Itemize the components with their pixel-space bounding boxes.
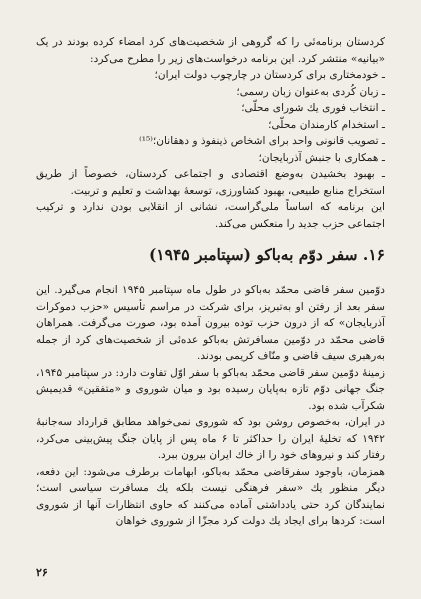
demand-item: ـ زبان کُردی به‌عنوان زبان رسمی؛ [236, 85, 385, 98]
demand-item: ـ انتخاب فوری یك شورای محلّی؛ [241, 102, 385, 114]
page-number: ۲۶ [36, 566, 48, 579]
demand-item: ـ تصویب قانونی واحد برای اشخاص ذینفوذ و دهقانان؛⁽¹⁵⁾ [139, 135, 385, 147]
demand-item: ـ خودمختاری برای کردستان در چارچوب دولت ایران؛ [154, 69, 385, 81]
section-paragraph: در ایران، به‌خصوص روشن بود که شوروی نمی‌خواهد مطابق قرارداد سه‌جانبهٔ ۱۹۴۲ که تخلیهٔ ایران را حداکثر تا ۶ ماه پس از پایان جنگ پیش‌بینی می‌کرد، رفتار کند و نیروهای خود را از خاك ایران بیرون ببرد. [36, 416, 385, 461]
section-paragraph: زمینهٔ دوّمین سفر قاضی محمّد به‌باکو با سفر اوّل تفاوت دارد: در سپتامبر ۱۹۴۵، جنگ جهانی دوّم تازه به‌پایان رسیده بود و میان شوروی و «متفقین» قدیمیش شکرآب شده بود. [36, 366, 385, 412]
demand-item: ـ بهبود بخشیدن به‌وضع اقتصادی و اجتماعی کردستان، خصوصاً از طریق استخراج منابع طبیعی، بهبود کشاورزی، توسعهٔ بهداشت و تعلیم و تربیت. [36, 168, 385, 197]
demand-item: ـ استخدام کارمندان محلّی؛ [268, 118, 385, 131]
demands-list [36, 67, 385, 199]
intro-paragraph: کردستان برنامه‌ئی را که گروهی از شخصیت‌های کرد امضاء کرده بودند در یک «بیانیه» منتشر کرد. این برنامه درخواست‌های زیر را مطرح می‌کرد: [36, 36, 385, 65]
section-heading: ۱۶. سفر دوّم به‌باکو (سپتامبر ۱۹۴۵) [148, 245, 385, 264]
closing-paragraph: این برنامه که اساساً ملی‌گراست، نشانی از انقلابی بودن ندارد و ترکیب اجتماعی حزب جدید را منعکس می‌کند. [36, 201, 385, 230]
section-paragraph: همزمان، باوجود سفرقاضی محمّد به‌باکو، ابهامات برطرف می‌شود: این دفعه، دیگر منظور یك «سفر فرهنگی نیست بلکه یك مسافرت سیاسی است؛ نمایندگان کرد حتی یادداشتی آماده می‌کنند که حاوی انتظارات آنها از شوروی است: کردها برای ایجاد یك دولت کرد مجزّا از شوروی خواهان [36, 465, 385, 527]
demand-item: ـ همکاری با جنبش آذربایجان؛ [258, 151, 385, 164]
section-paragraph: دوّمین سفر قاضی محمّد به‌باکو در طول ماه سپتامبر ۱۹۴۵ انجام می‌گیرد. این سفر بعد از رفتن او به‌تبریز، برای شرکت در مراسم تأسیس «حزب دموکرات آذربایجان» که از درون حزب توده بیرون آمده بود، صورت می‌گرفت. همراهان قاضی محمّد در دوّمین مسافرتش به‌باکو عده‌ئی از شخصیت‌های کرد از جمله به‌رهبری سیف قاضی و منّاف کریمی بودند. [36, 284, 385, 362]
page-body [36, 34, 385, 530]
